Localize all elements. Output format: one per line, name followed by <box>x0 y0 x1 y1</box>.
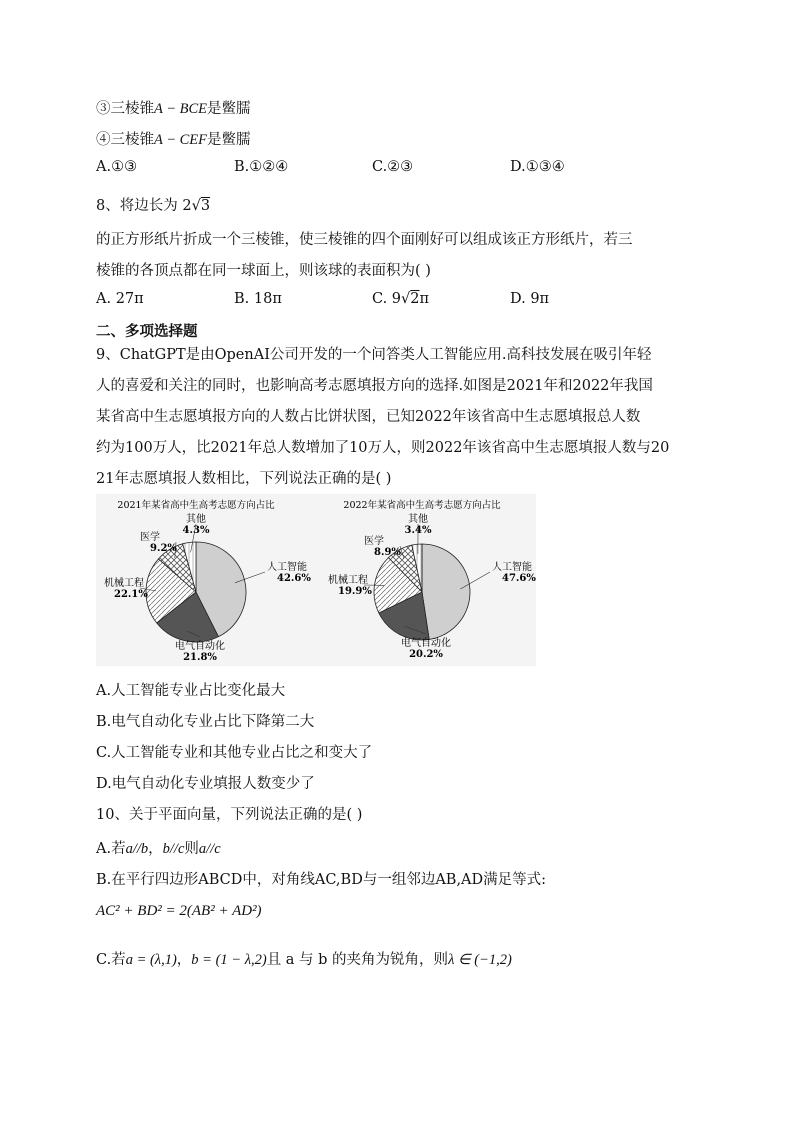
pie-charts-figure <box>96 494 536 666</box>
pie-0-label-3: 医学 <box>140 532 160 543</box>
pie-2021-title: 2021年某省高中生高考志愿方向占比 <box>117 500 275 511</box>
q7-expr-3: A − BCE <box>154 101 208 117</box>
pie-0-label-2: 机械工程 <box>104 578 144 589</box>
q7-statement-4: ④三棱锥A − CEF是鳖臑 <box>96 132 251 148</box>
pie-1-label-4: 其他 <box>408 514 428 525</box>
pie-1-value-3: 8.9% <box>374 547 401 558</box>
pie-0-value-3: 9.2% <box>150 543 177 554</box>
pie-1-value-1: 20.2% <box>409 649 443 660</box>
pie-1-value-0: 47.6% <box>502 573 536 584</box>
q10-option-c: C.若a = (λ,1)，b = (1 − λ,2)且 a 与 b 的夹角为锐角，则λ ∈ (−1,2) <box>96 952 512 968</box>
q9-line-3: 某省高中生志愿填报方向的人数占比饼状图，已知2022年该省高中生志愿填报总人数 <box>96 409 641 425</box>
q8-option-d: D. 9π <box>510 291 550 307</box>
q8-option-a: A. 27π <box>96 291 144 307</box>
pie-1-label-2: 机械工程 <box>328 575 368 586</box>
q8-option-c: C. 9√2π <box>372 291 430 307</box>
q9-option-a: A.人工智能专业占比变化最大 <box>96 683 286 699</box>
pie-1-label-0: 人工智能 <box>492 562 532 573</box>
q10-option-b: B.在平行四边形ABCD中，对角线AC,BD与一组邻边AB,AD满足等式: <box>96 872 547 888</box>
pie-0-label-0: 人工智能 <box>267 562 307 573</box>
q7-option-a: A.①③ <box>96 159 138 175</box>
q9-line-5: 21年志愿填报人数相比，下列说法正确的是( ) <box>96 471 392 487</box>
sqrt-symbol: √ <box>191 198 201 214</box>
q7-option-c: C.②③ <box>372 159 414 175</box>
q10-option-a: A.若a//b，b//c则a//c <box>96 841 221 857</box>
q9-option-c: C.人工智能专业和其他专业占比之和变大了 <box>96 745 373 761</box>
q9-option-d: D.电气自动化专业填报人数变少了 <box>96 776 315 792</box>
q7-option-d: D.①③④ <box>510 159 565 175</box>
pie-1-label-3: 医学 <box>364 536 384 547</box>
pie-1-value-2: 19.9% <box>338 586 372 597</box>
pie-2022-title: 2022年某省高中生高考志愿方向占比 <box>343 500 501 511</box>
pie-0-value-4: 4.3% <box>182 525 210 536</box>
q9-line-4: 约为100万人，比2021年总人数增加了10万人，则2022年该省高中生志愿填报人数与20 <box>96 440 670 456</box>
pie-charts-svg <box>96 494 536 666</box>
q7-option-b: B.①②④ <box>234 159 289 175</box>
pie-0-value-2: 22.1% <box>114 589 148 600</box>
pie-0-label-1: 电气自动化 <box>175 641 225 652</box>
section-title: 二、多项选择题 <box>96 323 198 340</box>
pie-0-value-0: 42.6% <box>277 573 311 584</box>
pie-1-label-1: 电气自动化 <box>401 638 451 649</box>
q7-statement-3: ③三棱锥A − BCE是鳖臑 <box>96 101 251 117</box>
q9-line-1: 9、ChatGPT是由OpenAI公司开发的一个问答类人工智能应用.高科技发展在吸引年轻 <box>96 347 652 363</box>
pie-0-label-4: 其他 <box>186 514 206 525</box>
q8-option-b: B. 18π <box>234 291 282 307</box>
pie-0-value-1: 21.8% <box>183 652 217 663</box>
q10-option-b-formula: AC² + BD² = 2(AB² + AD²) <box>96 903 262 919</box>
pie-1-value-4: 3.4% <box>404 525 432 536</box>
q9-option-b: B.电气自动化专业占比下降第二大 <box>96 714 315 730</box>
q7-expr-4: A − CEF <box>154 132 208 148</box>
q9-line-2: 人的喜爱和关注的同时，也影响高考志愿填报方向的选择.如图是2021年和2022年我国 <box>96 378 653 394</box>
q10-stem: 10、关于平面向量，下列说法正确的是( ) <box>96 807 363 823</box>
q8-line-3: 棱锥的各顶点都在同一球面上，则该球的表面积为( ) <box>96 263 431 279</box>
q8-line-1: 8、将边长为 2√3 <box>96 198 211 214</box>
q8-line-2: 的正方形纸片折成一个三棱锥，使三棱锥的四个面刚好可以组成该正方形纸片，若三 <box>96 232 633 248</box>
